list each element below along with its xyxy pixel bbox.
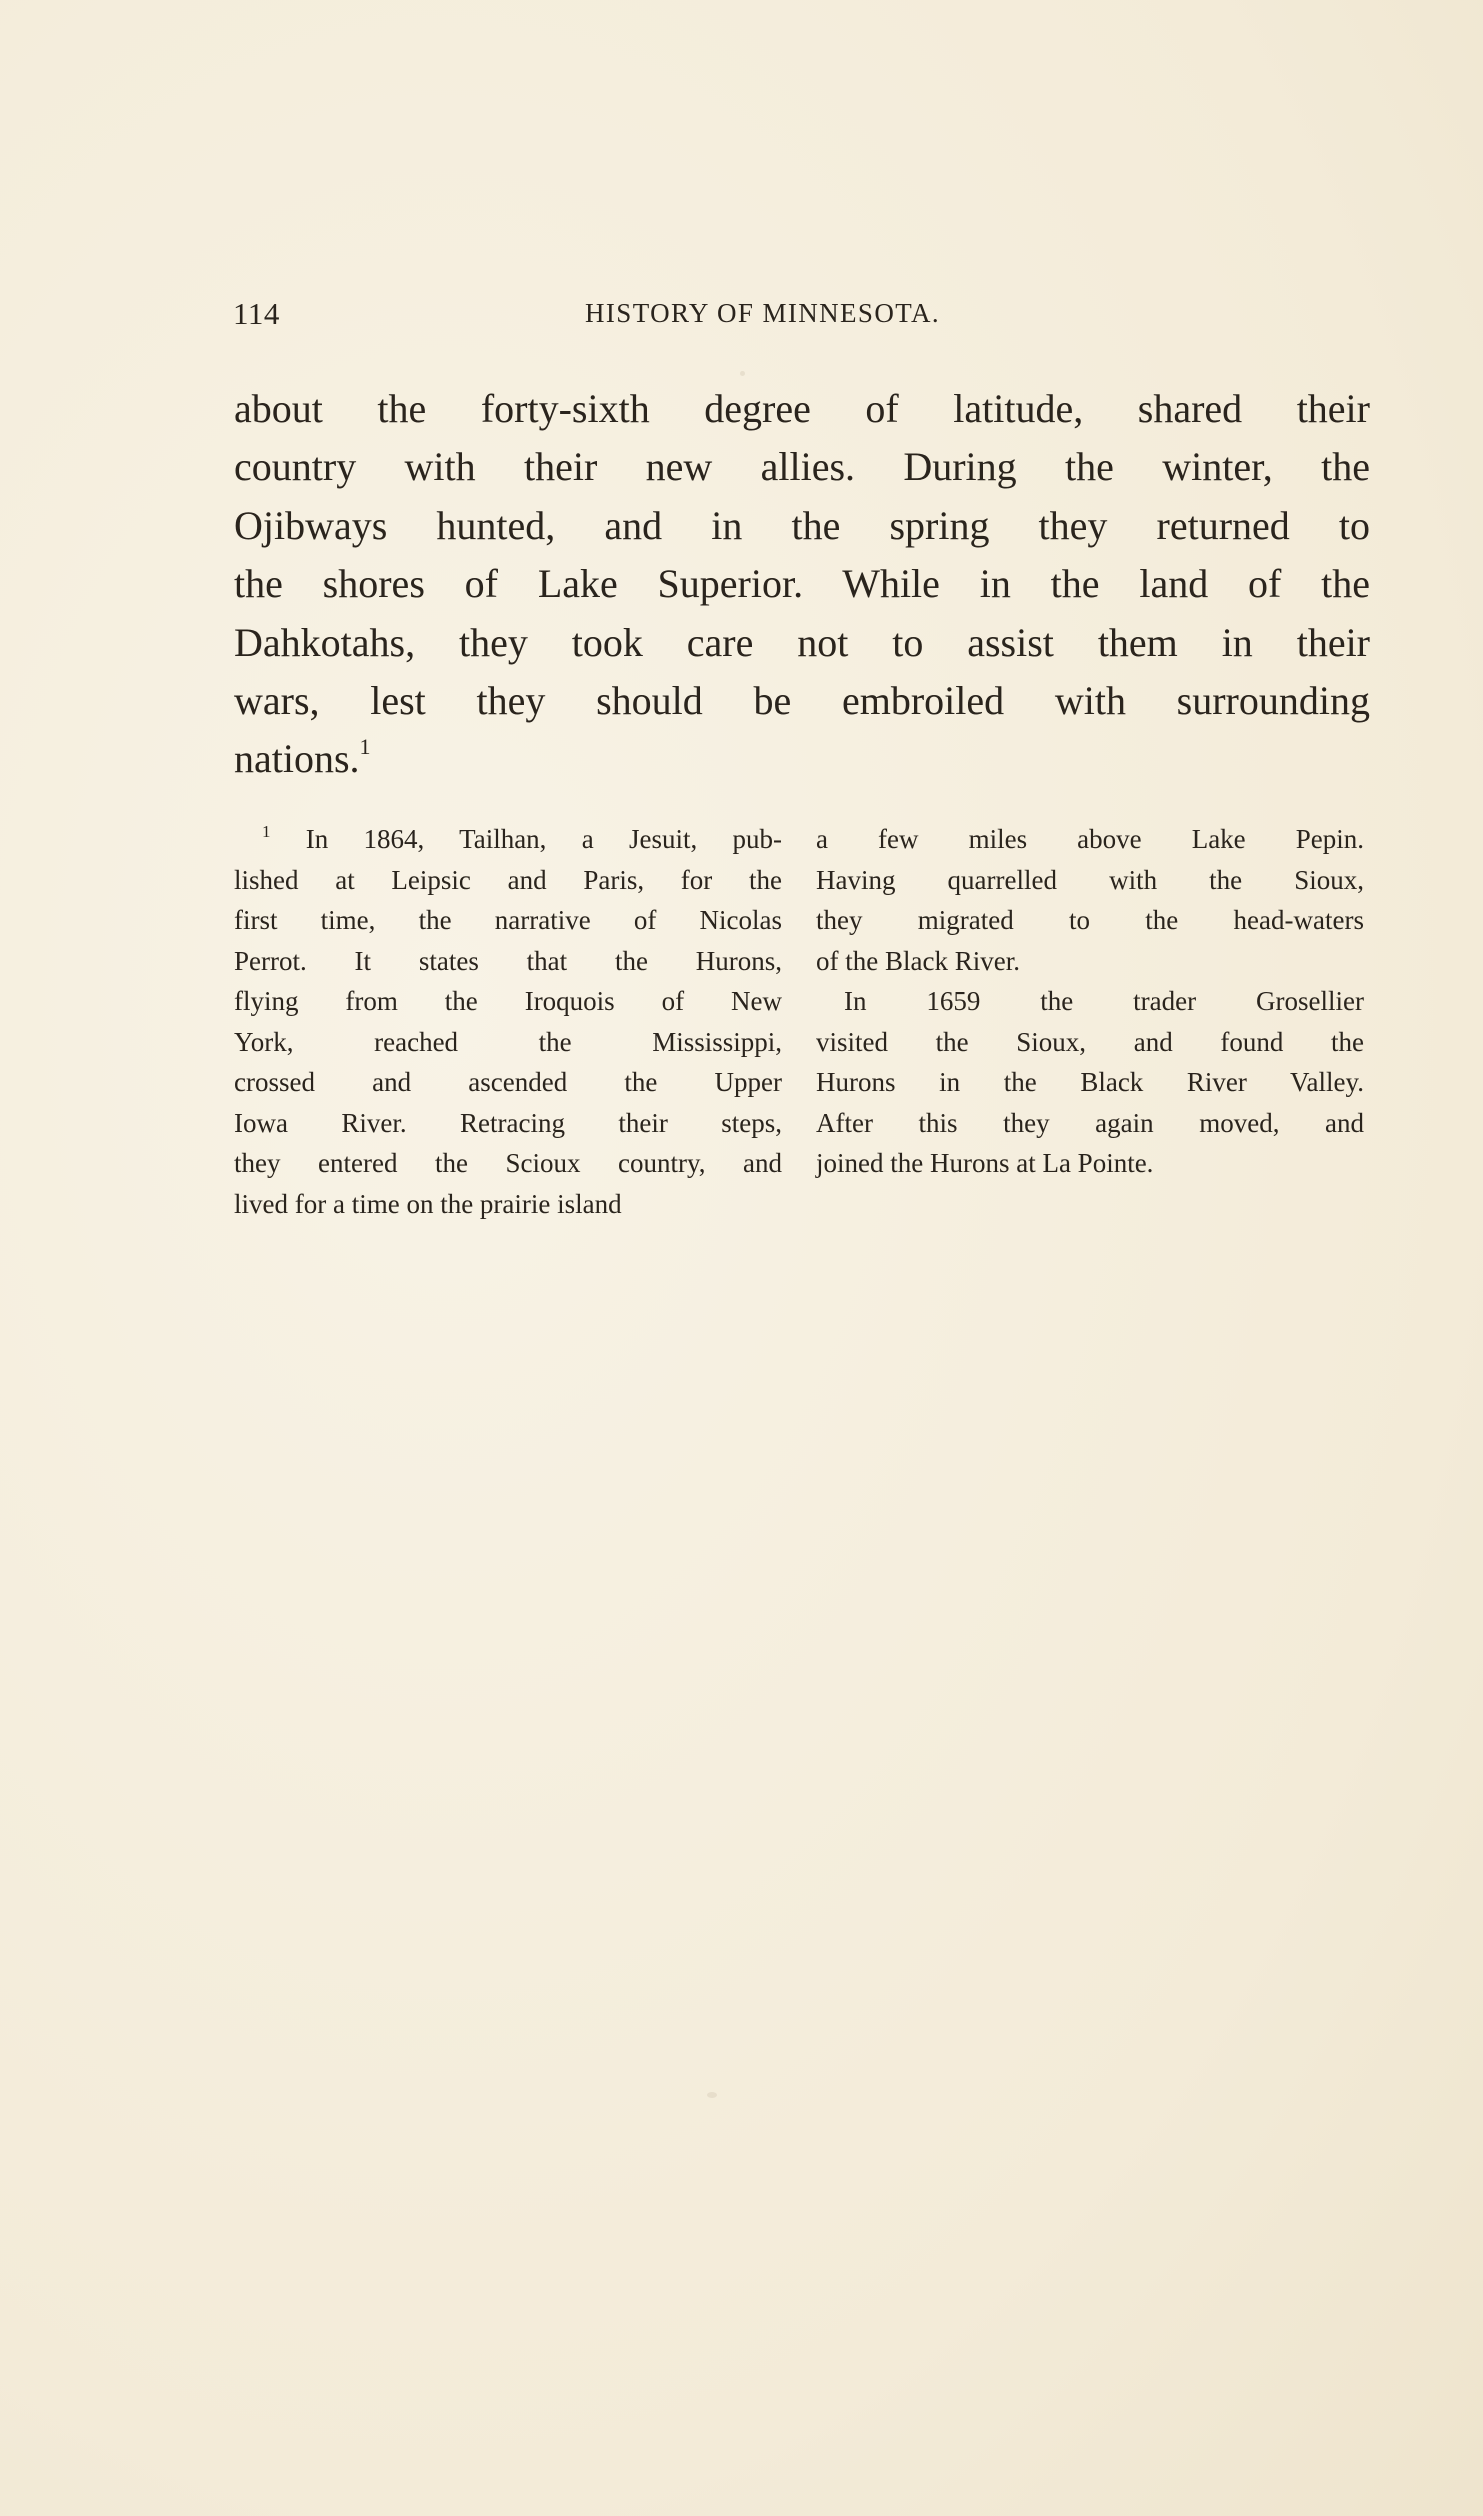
footnote-line: joined the Hurons at La Pointe. <box>816 1148 1154 1178</box>
footnote-line: crossed and ascended the Upper <box>234 1067 782 1097</box>
text-line: wars, lest they should be embroiled with surrounding <box>234 678 1370 724</box>
text-line: about the forty-sixth degree of latitude, shared their <box>234 386 1370 431</box>
footnote-line: flying from the Iroquois of New <box>234 986 782 1016</box>
main-paragraph <box>234 380 1370 789</box>
footnote-line: Iowa River. Retracing their steps, <box>234 1107 782 1138</box>
footnote-line: lived for a time on the prairie island <box>234 1188 622 1219</box>
footnote-line: they entered the Scioux country, and <box>234 1148 782 1178</box>
text-line: Dahkotahs, they took care not to assist them in their <box>234 619 1370 665</box>
paper-smudge <box>707 2092 717 2098</box>
footnote-line: In 1659 the trader Grosellier <box>844 986 1364 1016</box>
text-line: Ojibways hunted, and in the spring they returned to <box>234 502 1370 548</box>
footnote-line: lished at Leipsic and Paris, for the <box>234 864 782 895</box>
footnote-line: visited the Sioux, and found the <box>816 1026 1364 1057</box>
text-line-last <box>234 730 1370 788</box>
footnote-line: York, reached the Mississippi, <box>234 1026 782 1057</box>
footnote-line: Having quarrelled with the Sioux, <box>816 864 1364 895</box>
footnote-marker: 1 <box>262 822 271 841</box>
footnote-line: $^1$ In 1864, Tailhan, a Jesuit, pub- <box>262 822 782 854</box>
footnote-line: After this they again moved, and <box>816 1107 1364 1138</box>
footnote-column-left <box>234 819 782 1224</box>
footnote-line: a few miles above Lake Pepin. <box>816 824 1364 854</box>
paper-smudge <box>740 371 745 376</box>
footnote-line: Hurons in the Black River Valley. <box>816 1067 1364 1097</box>
footnote-column-right <box>816 819 1364 1184</box>
page-header <box>233 296 1023 336</box>
text-line: nations. <box>234 736 360 782</box>
footnote-line: first time, the narrative of Nicolas <box>234 905 782 935</box>
text-line: the shores of Lake Superior. While in the land of the <box>234 561 1370 607</box>
footnote-line: Perrot. It states that the Hurons, <box>234 945 782 976</box>
footnote-line: of the Black River. <box>816 945 1020 976</box>
text-line: country with their new allies. During the winter, the <box>234 444 1370 490</box>
footnote-line: they migrated to the head-waters <box>816 905 1364 935</box>
running-title: HISTORY OF MINNESOTA. <box>585 298 941 328</box>
page-number: 114 <box>233 296 280 331</box>
footnote-reference: 1 <box>359 734 371 760</box>
